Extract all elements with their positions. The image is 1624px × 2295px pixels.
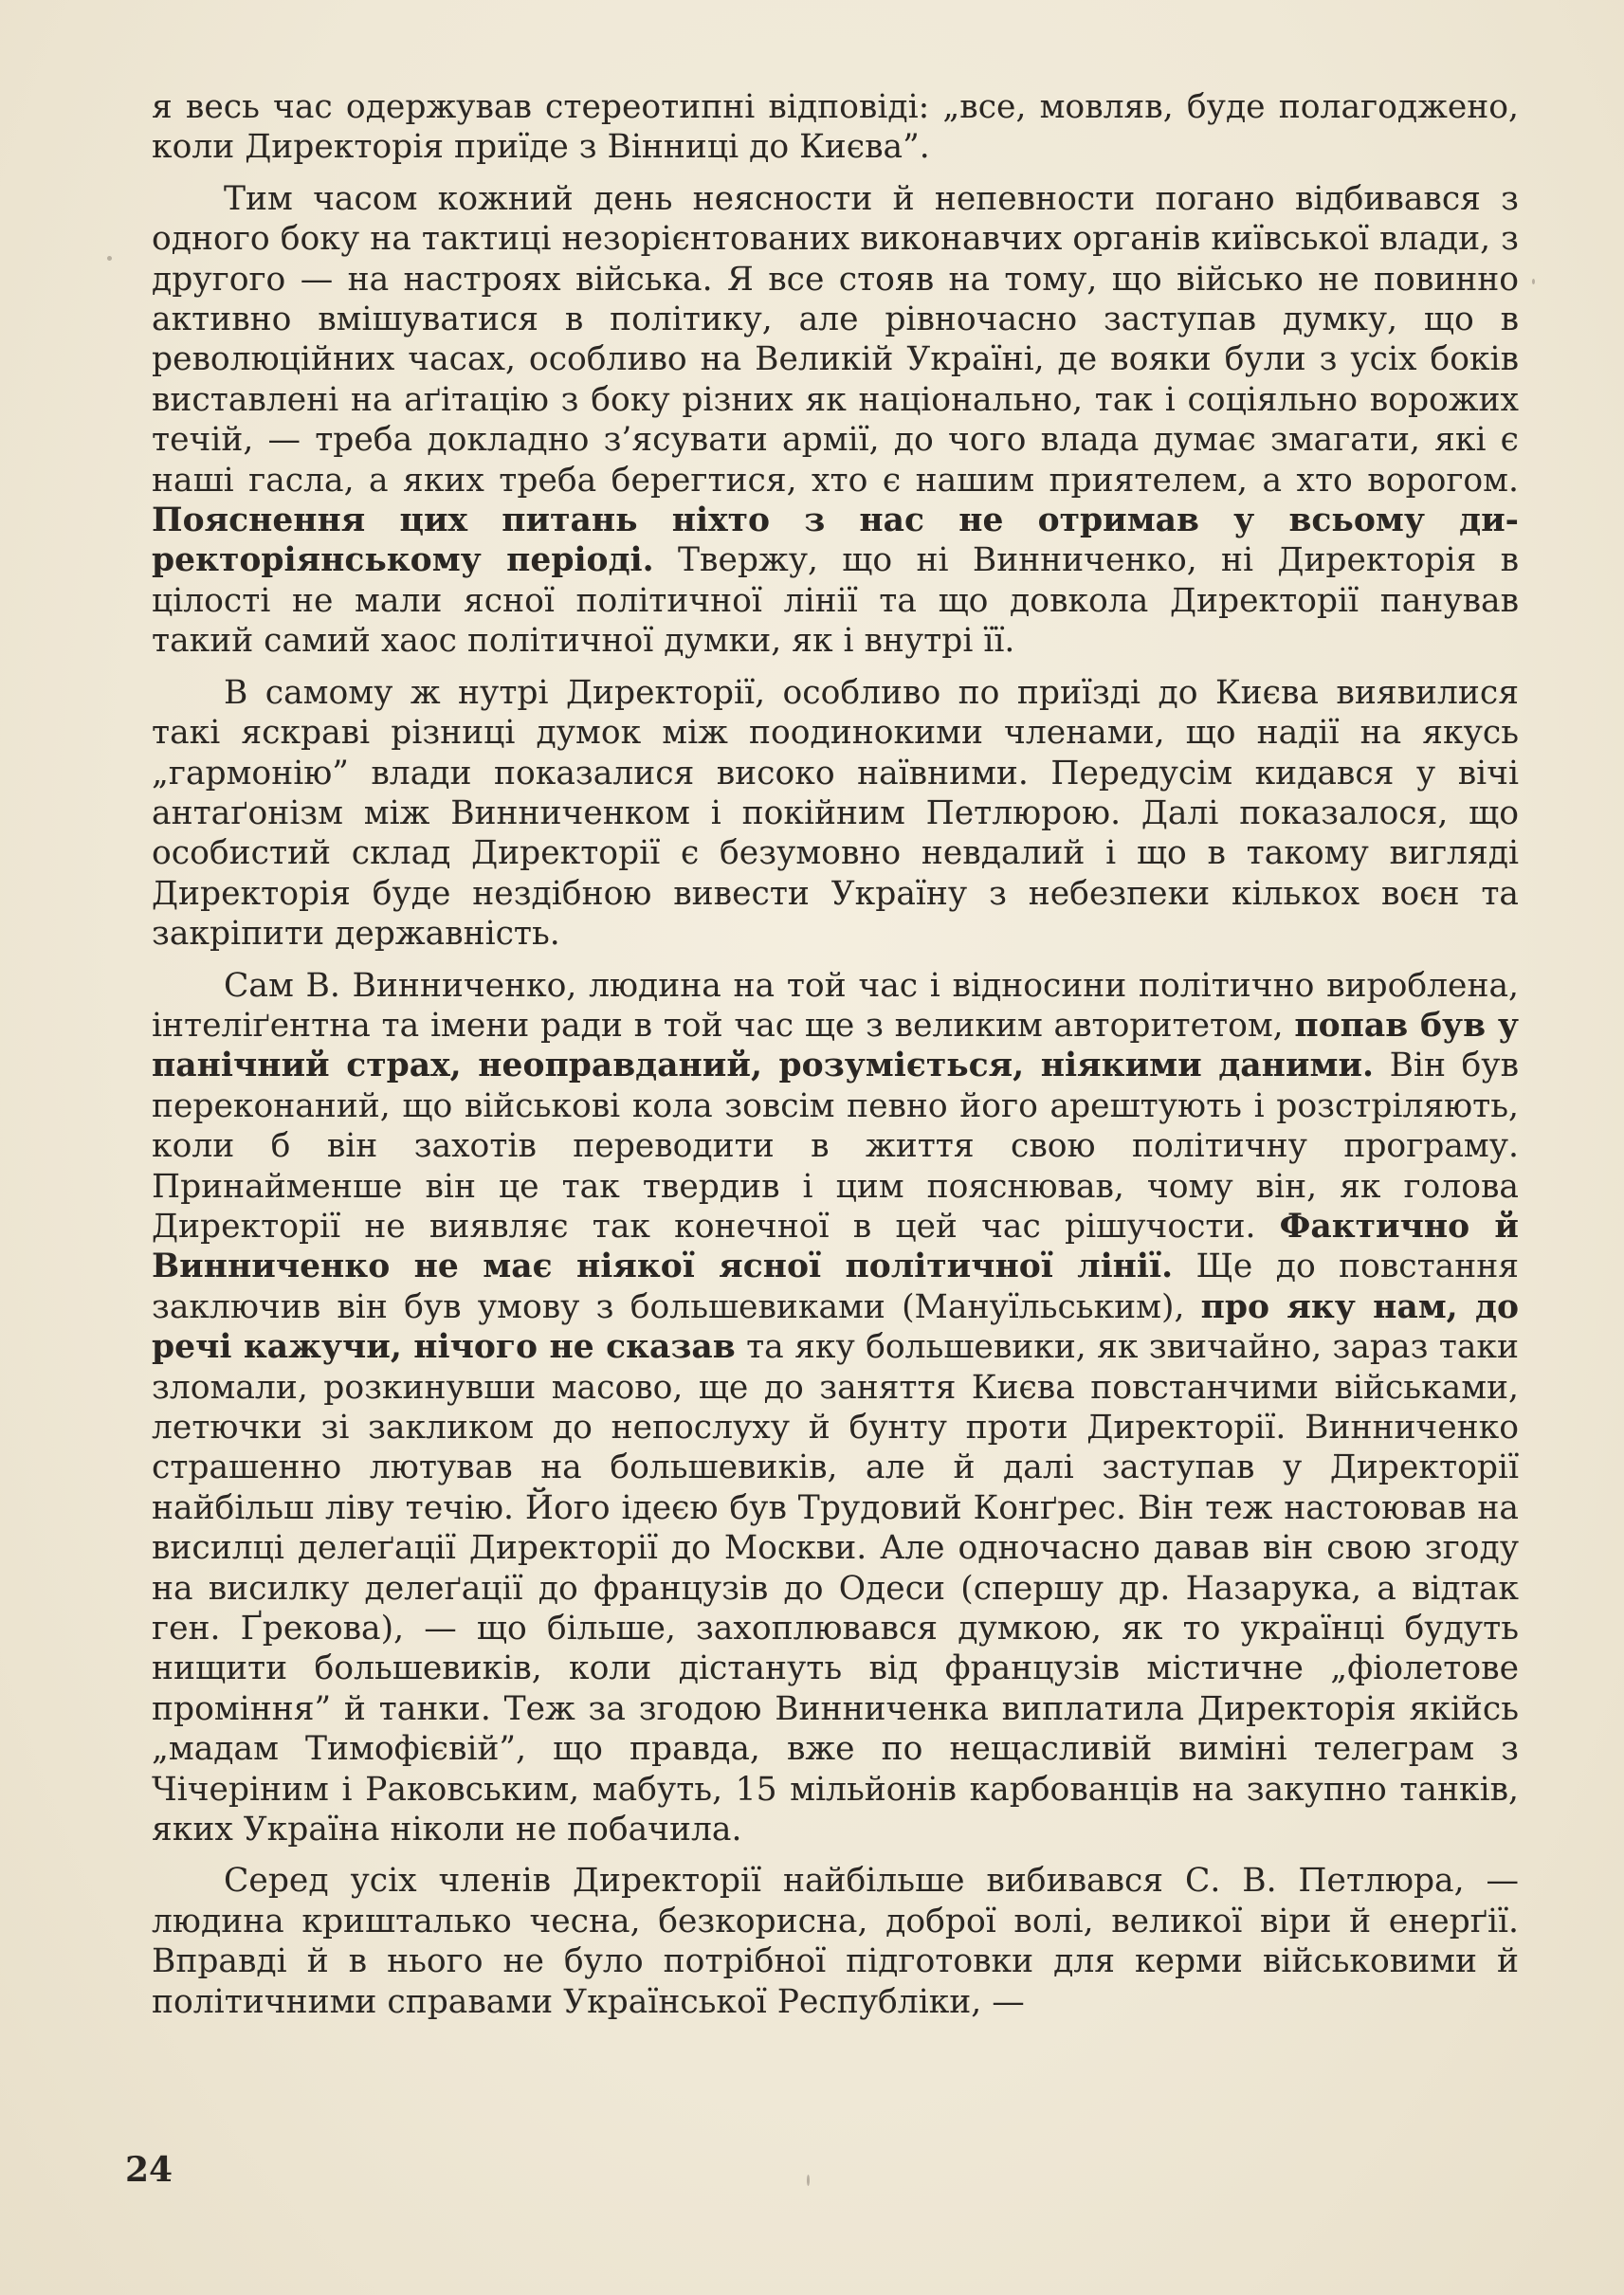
text-segment: Тим часом кожний день неясности й непевности погано відбивався з одного боку на тактиці незорієнтованих виконавчих органів київської влади, з другого — на настроях війська. Я все стояв на тому, що військо не повинно активно вмішуватися в політику, але рівночасно заступав думку, що в революційних часах, особливо на Великій Україні, де вояки були з усіх боків виставлені на аґітацію з боку різних як національно, так і соціяльно ворожих течій, — треба докладно з’ясувати армії, до чого влада думає змагати, які є наші гасла, а яких треба берегтися, хто є нашим приятелем, а хто ворогом.	[152, 179, 1519, 500]
text-segment: В самому ж нутрі Директорії, особливо по приїзді до Києва виявилися такі яскраві різниці думок між поодинокими членами, що надії на якусь „гармонію” влади показалися високо наївними. Передусім кидався у вічі антаґонізм між Винниченком і покійним Петлюрою. Далі показалося, що особистий склад Директорії є безумовно невдалий і що в такому вигляді Директорія буде нездібною вивести Україну з небезпеки кількох воєн та закріпити державність.	[152, 673, 1519, 954]
paper-speck	[1532, 279, 1535, 284]
text-segment: Він був переконаний, що військові кола зовсім певно його арештують і розстріляють, коли б він захотів переводити в життя свою політичну програму. Принайменше він це так твердив і цим пояснював, чому він, як голова Директорії не виявляє так конечної в цей час рішучости.	[152, 1047, 1519, 1246]
text-segment: та яку большевики, як звичайно, зараз таки зломали, розкинувши масово, ще до заняття Києва повстанчими військами, летючки зі закликом до непослуху й бунту проти Директорії. Винниченко страшенно лютував на большевиків, але й далі заступав у Директорії найбільш ліву течію. Його ідеєю був Трудовий Конґрес. Він теж настоював на висилці делеґації Директорії до Москви. Але одночасно давав він свою згоду на висилку делеґації до французів до Одеси (спершу др. Назарука, а відтак ген. Ґрекова), — що більше, захоплювався думкою, як то українці будуть нищити большевиків, коли дістануть від французів містичне „фіолетове проміння” й танки. Теж за згодою Винниченка виплатила Директорія якійсь „мадам Тимофієвій”, що правда, вже по нещасливій виміні телеграм з Чічеріним і Раковським, мабуть, 15 мільйонів карбованців на закупно танків, яких Україна ніколи не побачила.	[152, 1328, 1519, 1849]
text-segment: Ще до повстання заключив він був умову з большевиками (Мануїльським),	[152, 1248, 1519, 1326]
text-segment: Твержу, що ні Винниченко, ні Директорія в цілості не мали ясної політичної лінії та що довкола Директорії панував такий самий хаос політичної думки, як і внутрі її.	[152, 541, 1519, 661]
bold-text-segment: про яку нам, до речі кажучи, нічого не сказав	[152, 1287, 1519, 1367]
bold-text-segment: Пояснення цих питань ніхто з нас не отримав у всьому директоріянському періоді.	[152, 501, 1519, 580]
paragraph	[152, 673, 1519, 955]
text-segment: Сам В. Винниченко, людина на той час і відносини політично вироблена, інтеліґентна та імени ради в той час ще з великим авторитетом,	[152, 966, 1519, 1045]
text-segment: я весь час одержував стереотипні відповіді: „все, мовляв, буде полагоджено, коли Директорія приїде з Вінниці до Києва”.	[152, 88, 1519, 167]
body-text	[152, 87, 1519, 2022]
paper-speck	[107, 256, 112, 261]
paper-speck	[807, 2175, 810, 2186]
paragraph	[152, 1861, 1519, 2022]
text-segment: Серед усіх членів Директорії найбільше вибивався С. В. Петлюра, — людина кришталько чесна, безкорисна, доброї волі, великої віри й енерґії. Вправді й в нього не було потрібної підготовки для керми військовими й політичними справами Української Республіки, —	[152, 1862, 1519, 2021]
paragraph	[152, 179, 1519, 662]
bold-text-segment: попав був у панічний страх, неоправданий, розуміється, ніякими даними.	[152, 1006, 1519, 1085]
page-number: 24	[125, 2150, 173, 2190]
paragraph	[152, 87, 1519, 168]
bold-text-segment: Фактично й Винниченко не має ніякої ясної політичної лінії.	[152, 1207, 1519, 1286]
paragraph	[152, 966, 1519, 1850]
